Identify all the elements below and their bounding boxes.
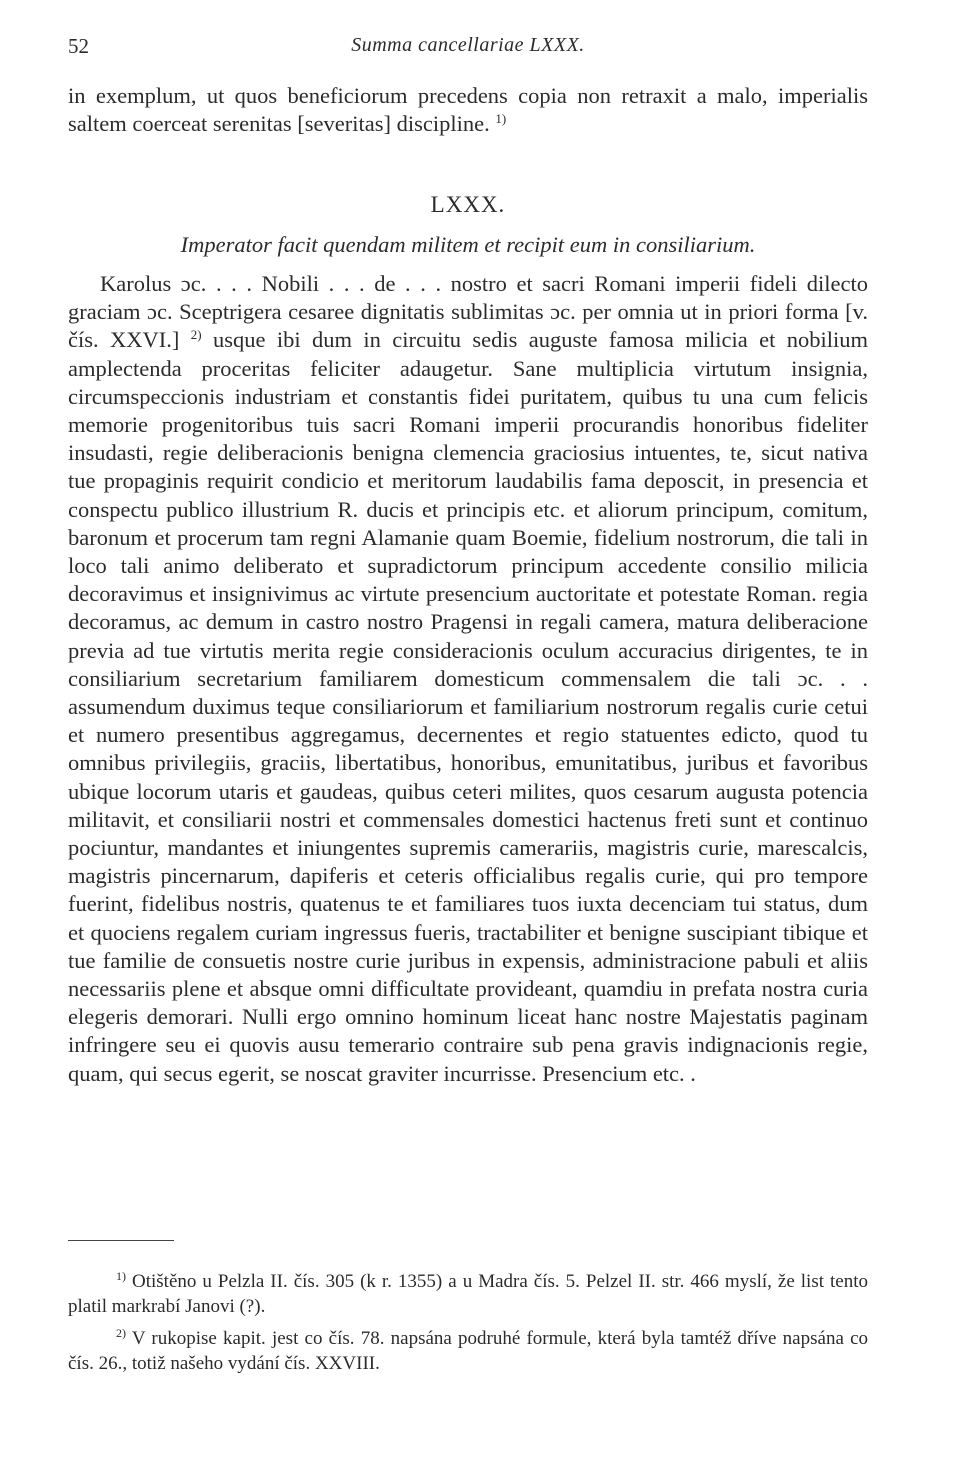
main-text-part1: Karolus ɔc. . . . Nobili . . . de . . . nostro et sacri Romani imperii fideli dilecto graciam ɔc. Sceptrigera cesaree dignitatis sublimitas ɔc. per omnia ut in priori forma [v. čís. XXVI.] [68,271,868,353]
section-number: LXXX. [430,192,506,217]
footnote-1 [68,1270,868,1319]
footnote-2 [68,1327,868,1376]
footnote-ref-1[interactable]: 1) [495,111,507,127]
footnote-2-mark: 2) [116,1326,126,1340]
page-number: 52 [68,34,89,58]
running-head [68,34,868,64]
footnote-2-text: V rukopise kapit. jest co čís. 78. napsána podruhé formule, která byla tamtéž dříve napsána co čís. 26., totiž našeho vydání čís. XXVIII. [68,1328,868,1374]
footnote-ref-2[interactable]: 2) [190,327,202,343]
intro-text: in exemplum, ut quos beneficiorum precedens copia non retraxit a malo, imperialis saltem coerceat serenitas [severitas] discipline. [68,83,868,137]
footnote-1-mark: 1) [116,1269,126,1283]
footnote-divider [68,1240,174,1241]
intro-paragraph [68,82,868,138]
main-text-part2: usque ibi dum in circuitu sedis auguste famosa milicia et nobilium amplectenda proceritas feliciter adaugetur. Sane multiplicia virtutum insignia, circumspeccionis industriam et constantis fidei puritatem, quibus tu una cum felicis memorie progenitoribus tuis sacri Romani imperii procurandis honoribus fideliter insudasti, regie deliberacionis benigna clemencia graciosius intuentes, te, sicut nativa tue propaginis requirit condicio et meritorum laudabilis fama deposcit, in presencia et conspectu publico illustrium R. ducis et principis etc. et aliorum principum, comitum, baronum et procerum tam regni Alamanie quam Boemie, fidelium nostrorum, die tali in loco tali animo deliberato et supradictorum principum accedente consilio milicia decoravimus et insignivimus ac virtute presencium auctoritate et potestate Roman. regia decoramus, ac demum in castro nostro Pragensi in regali camera, matura deliberacione previa ad tue virtutis merita regie consideracionis oculum accuracius dirigentes, te in consiliarium secretarium familiarem domesticum commensalem die tali ɔc. . . assumendum duximus teque consiliariorum et familiarium nostrorum regalis curie cetui et numero presentibus aggregamus, decernentes et regio statuentes edicto, quod tu omnibus privilegiis, graciis, libertatibus, honoribus, emunitatibus, juribus et favoribus ubique locorum utaris et gaudeas, quibus ceteri milites, quos cesarum augusta potencia militavit, et consiliarii nostri et commensales domestici hactenus freti sunt et continuo pociuntur, mandantes et iniungentes supremis camerariis, magistris curie, marescalcis, magistris pincernarum, dapiferis et ceteris officialibus regalis curie, qui pro tempore fuerint, fidelibus nostris, quatenus te et familiares tuos iuxta decenciam tui status, dum et quociens regalem curiam ingressus fueris, tractabiliter et benigne suscipiant tibique et tue familie de consuetis nostre curie juribus in expensis, administracione pabuli et aliis necessariis plene et absque omni difficultate provideant, quamdiu in prefata nostra curia elegeris demorari. Nulli ergo omnino hominum liceat hanc nostre Majestatis paginam infringere seu ei quovis ausu temerario contraire sub pena gravis indignacionis regie, quam, qui secus egerit, se noscat graviter incurrisse. Presencium etc. . [68,327,868,1086]
running-title: Summa cancellariae LXXX. [351,34,585,56]
main-paragraph [68,270,868,1088]
section-title: Imperator facit quendam militem et recipit eum in consiliarium. [180,232,756,257]
footnote-1-text: Otištěno u Pelzla II. čís. 305 (k r. 1355) a u Madra čís. 5. Pelzel II. str. 466 myslí, že list tento platil markrabí Janovi (?). [68,1271,868,1317]
